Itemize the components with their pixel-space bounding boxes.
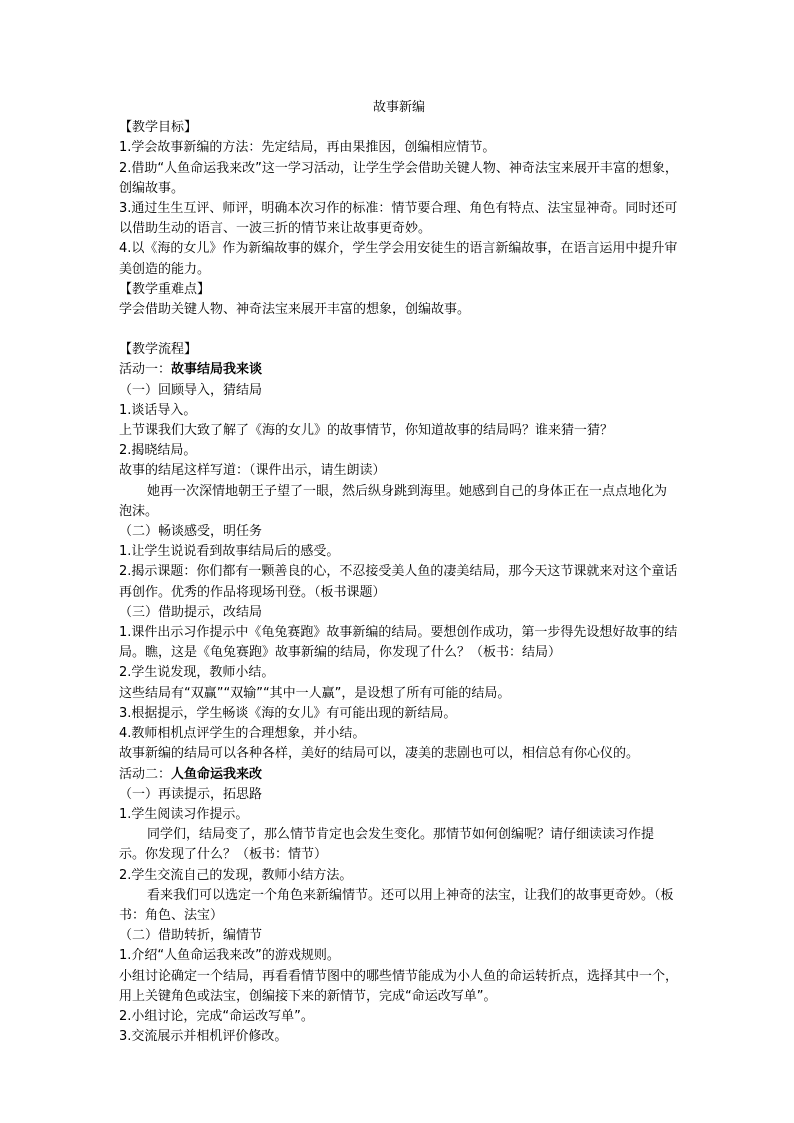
paragraph: 2.小组讨论，完成“命运改写单”。 bbox=[119, 1008, 314, 1024]
goal-item-2: 2.借助“人鱼命运我来改”这一学习活动，让学生学会借助关键人物、神奇法宝来展开丰富的想象，创编故事。 bbox=[119, 160, 678, 196]
paragraph: 看来我们可以选定一个角色来新编情节。还可以用上神奇的法宝，让我们的故事更奇妙。（板书：角色、法宝） bbox=[119, 887, 674, 923]
activity-2-title: 人鱼命运我来改 bbox=[171, 766, 263, 782]
section-2-1-heading: （一）再读提示，拓思路 bbox=[119, 786, 263, 802]
paragraph: 1.课件出示习作提示中《龟兔赛跑》故事新编的结局。要想创作成功，第一步得先设想好故事的结局。瞧，这是《龟兔赛跑》故事新编的结局，你发现了什么？（板书：结局） bbox=[119, 625, 678, 661]
process-heading: 【教学流程】 bbox=[119, 342, 198, 358]
key-text: 学会借助关键人物、神奇法宝来展开丰富的想象，创编故事。 bbox=[119, 302, 471, 318]
goal-item-1: 1.学会故事新编的方法：先定结局，再由果推因，创编相应情节。 bbox=[119, 140, 496, 156]
paragraph: 2.揭示课题：你们都有一颗善良的心，不忍接受美人鱼的凄美结局，那今天这节课就来对这个童话再创作。优秀的作品将现场刊登。（板书课题） bbox=[119, 564, 678, 600]
section-1-3-heading: （三）借助提示，改结局 bbox=[119, 604, 263, 620]
key-heading: 【教学重难点】 bbox=[119, 281, 211, 297]
spacer bbox=[119, 320, 679, 340]
goals-heading: 【教学目标】 bbox=[119, 120, 198, 136]
paragraph: 3.交流展示并相机评价修改。 bbox=[119, 1029, 288, 1045]
paragraph: 2.学生交流自己的发现，教师小结方法。 bbox=[119, 867, 353, 883]
section-2-2-heading: （二）借助转折，编情节 bbox=[119, 928, 263, 944]
activity-1-heading bbox=[119, 360, 679, 380]
paragraph: 1.谈话导入。 bbox=[119, 402, 197, 418]
goal-item-3: 3.通过生生互评、师评，明确本次习作的标准：情节要合理、角色有特点、法宝显神奇。同时还可以借助生动的语言、一波三折的情节来让故事更奇妙。 bbox=[119, 201, 678, 237]
paragraph: 这些结局有“双赢”“双输”“其中一人赢”，是设想了所有可能的结局。 bbox=[119, 685, 511, 701]
paragraph: 故事的结尾这样写道：（课件出示，请生朗读） bbox=[119, 463, 386, 479]
paragraph: 2.揭晓结局。 bbox=[119, 443, 197, 459]
paragraph: 2.学生说发现，教师小结。 bbox=[119, 665, 275, 681]
section-1-2-heading: （二）畅谈感受，明任务 bbox=[119, 524, 263, 540]
goal-item-4: 4.以《海的女儿》作为新编故事的媒介，学生学会用安徒生的语言新编故事，在语言运用中提升审美创造的能力。 bbox=[119, 241, 678, 277]
paragraph: 1.介绍“人鱼命运我来改”的游戏规则。 bbox=[119, 948, 340, 964]
paragraph: 上节课我们大致了解了《海的女儿》的故事情节，你知道故事的结局吗？谁来猜一猜？ bbox=[119, 423, 614, 439]
activity-1-label: 活动一： bbox=[119, 362, 172, 378]
paragraph: 故事新编的结局可以各种各样，美好的结局可以，凄美的悲剧也可以，相信总有你心仪的。 bbox=[119, 746, 640, 762]
quoted-ending: 她再一次深情地朝王子望了一眼，然后纵身跳到海里。她感到自己的身体正在一点点地化为泡沫。 bbox=[119, 483, 668, 519]
paragraph: 1.让学生说说看到故事结局后的感受。 bbox=[119, 544, 340, 560]
paragraph: 4.教师相机点评学生的合理想象，并小结。 bbox=[119, 726, 366, 742]
activity-1-title: 故事结局我来谈 bbox=[171, 362, 263, 378]
paragraph: 1.学生阅读习作提示。 bbox=[119, 806, 249, 822]
activity-2-label: 活动二： bbox=[119, 766, 172, 782]
activity-2-heading bbox=[119, 765, 679, 785]
paragraph: 小组讨论确定一个结局，再看看情节图中的哪些情节能成为小人鱼的命运转折点，选择其中一个，用上关键角色或法宝，创编接下来的新情节，完成“命运改写单”。 bbox=[119, 968, 679, 1004]
paragraph: 同学们，结局变了，那么情节肯定也会发生变化。那情节如何创编呢？请仔细读读习作提示。你发现了什么？（板书：情节） bbox=[119, 827, 655, 863]
document-page bbox=[119, 98, 679, 1047]
paragraph: 3.根据提示，学生畅谈《海的女儿》有可能出现的新结局。 bbox=[119, 705, 457, 721]
section-1-1-heading: （一）回顾导入，猜结局 bbox=[119, 382, 263, 398]
document-title: 故事新编 bbox=[372, 100, 425, 115]
